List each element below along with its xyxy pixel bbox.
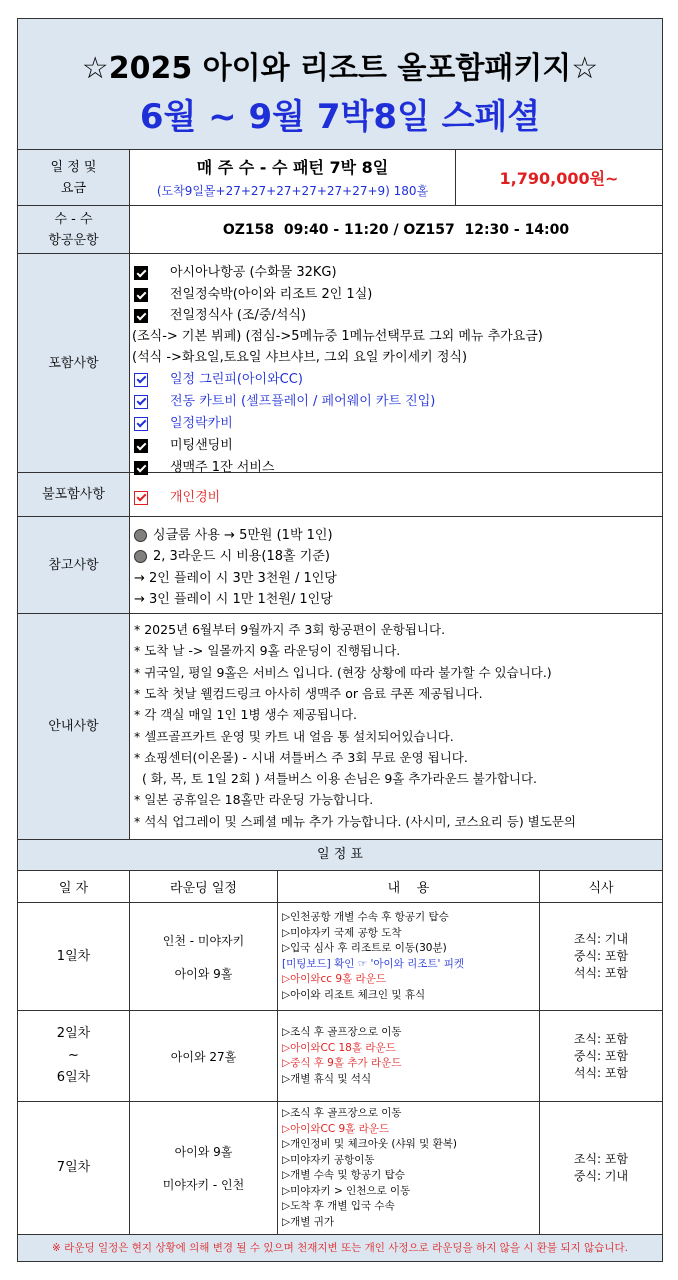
included-item: 미팅샌딩비 bbox=[134, 434, 233, 453]
checkbox-icon bbox=[134, 417, 148, 431]
meal-cell: 조식: 포함 중식: 포함 석식: 포함 bbox=[573, 1031, 629, 1080]
note-line-2: 2, 3라운드 시 비용(18홀 기준) bbox=[134, 545, 330, 564]
checkbox-icon bbox=[134, 373, 148, 387]
excluded-label: 불포함사항 bbox=[18, 473, 130, 516]
list-item: ▷미야자키 국제 공항 도착 bbox=[282, 926, 402, 939]
guide-line: * 도착 첫날 웰컴드링크 아사히 생맥주 or 음료 쿠폰 제공됩니다. bbox=[134, 685, 483, 701]
guide-line: * 쇼핑센터(이온몰) - 시내 셔틀버스 주 3회 무료 운영 됩니다. bbox=[134, 749, 468, 765]
price: 1,790,000원~ bbox=[499, 169, 619, 188]
schedule-price-label: 일 정 및 요금 bbox=[18, 150, 130, 205]
col-content: 내 용 bbox=[278, 871, 540, 902]
round-cell: 아이와 27홀 bbox=[130, 1011, 278, 1101]
excluded-row bbox=[18, 473, 662, 517]
flight-row bbox=[18, 206, 662, 254]
round-cell: 아이와 9홀 미야자키 - 인천 bbox=[130, 1102, 278, 1234]
bullet-circle-icon bbox=[134, 529, 147, 542]
guide-line: * 일본 공휴일은 18홀만 라운딩 가능합니다. bbox=[134, 792, 374, 808]
note-line-3: → 2인 플레이 시 3만 3천원 / 1인당 bbox=[134, 571, 337, 586]
itinerary-columns bbox=[18, 871, 662, 903]
table-row bbox=[18, 1102, 662, 1235]
schedule-sub: (도착9일몰+27+27+27+27+27+27+9) 180홀 bbox=[156, 184, 429, 198]
checkbox-icon bbox=[134, 491, 148, 505]
col-day: 일 자 bbox=[18, 871, 130, 902]
price-cell bbox=[456, 150, 662, 205]
content-cell bbox=[278, 1011, 540, 1101]
included-item: 전일정숙박(아이와 리조트 2인 1실) bbox=[134, 283, 372, 302]
included-item: 아시아나항공 (수화물 32KG) bbox=[134, 261, 337, 280]
included-row bbox=[18, 254, 662, 473]
guide-row bbox=[18, 614, 662, 840]
list-item: ▷미야자키 공항이동 bbox=[282, 1153, 375, 1166]
list-item: ▷개별 귀가 bbox=[282, 1215, 334, 1228]
day-cell: 2일차 ~ 6일차 bbox=[18, 1011, 130, 1101]
list-item: ▷입국 심사 후 리조트로 이동(30분) bbox=[282, 942, 447, 954]
guide-line: * 귀국일, 평일 9홀은 서비스 입니다. (현장 상황에 따라 불가할 수 있습니다.) bbox=[134, 664, 552, 680]
day-cell: 1일차 bbox=[18, 903, 130, 1010]
bullet-circle-icon bbox=[134, 550, 147, 563]
list-item: ▷개별 휴식 및 석식 bbox=[282, 1072, 372, 1085]
list-item: [미팅보드] 확인 ☞ '아이와 리조트' 피켓 bbox=[282, 957, 465, 970]
col-meal: 식사 bbox=[588, 881, 614, 896]
itinerary-header: 일 정 표 bbox=[18, 840, 662, 871]
guide-line: ( 화, 목, 토 1일 2회 ) 셔틀버스 이용 손님은 9홀 추가라운드 불가합니다. bbox=[134, 771, 538, 787]
list-item: ▷개인정비 및 체크아웃 (샤워 및 환복) bbox=[282, 1138, 457, 1150]
included-item: (석식 ->화요일,토요일 샤브샤브, 그외 요일 카이세키 정식) bbox=[132, 350, 468, 365]
list-item: ▷중식 후 9홀 추가 라운드 bbox=[282, 1057, 402, 1069]
list-item: ▷아이와cc 9홀 라운드 bbox=[282, 973, 386, 985]
round-cell: 인천 - 미야자키 아이와 9홀 bbox=[130, 903, 278, 1010]
schedule-main: 매 주 수 - 수 패턴 7박 8일 bbox=[196, 158, 389, 177]
day-cell: 7일차 bbox=[18, 1102, 130, 1234]
footer-note: ※ 라운딩 일정은 현지 상황에 의해 변경 될 수 있으며 천재지변 또는 개인 사정으로 라운딩을 하지 않을 시 환불 되지 않습니다. bbox=[18, 1235, 662, 1261]
list-item: ▷인천공항 개별 수속 후 항공기 탑승 bbox=[282, 911, 449, 923]
note-line-4: → 3인 플레이 시 1만 1천원/ 1인당 bbox=[134, 592, 333, 607]
schedule-cell bbox=[130, 150, 456, 205]
included-label: 포함사항 bbox=[18, 254, 130, 472]
checkbox-icon bbox=[134, 309, 148, 323]
list-item: ▷아이와CC 18홀 라운드 bbox=[282, 1041, 396, 1054]
title-main: ☆2025 아이와 리조트 올포함패키지☆ bbox=[81, 51, 599, 86]
included-item: 전동 카트비 (셀프플레이 / 페어웨이 카트 진입) bbox=[134, 390, 435, 409]
package-sheet bbox=[17, 18, 663, 1262]
checkbox-icon bbox=[134, 288, 148, 302]
meal-cell: 조식: 포함 중식: 기내 bbox=[573, 1152, 629, 1183]
flight-times: OZ158 09:40 - 11:20 / OZ157 12:30 - 14:00 bbox=[222, 221, 570, 238]
title-banner bbox=[18, 19, 662, 150]
guide-line: * 각 객실 매일 1인 1병 생수 제공됩니다. bbox=[134, 707, 357, 723]
checkbox-icon bbox=[134, 266, 148, 280]
list-item: ▷미야자키 > 인천으로 이동 bbox=[282, 1184, 411, 1197]
included-item: 생맥주 1잔 서비스 bbox=[134, 456, 274, 475]
included-item: 전일정식사 (조/중/석식) bbox=[134, 304, 306, 323]
included-item: (조식-> 기본 뷔페) (점심->5메뉴중 1메뉴선택무료 그외 메뉴 추가요금) bbox=[132, 329, 543, 344]
excluded-item: 개인경비 bbox=[134, 486, 220, 505]
included-item: 일정락카비 bbox=[134, 412, 233, 431]
table-row bbox=[18, 903, 662, 1011]
schedule-price-row bbox=[18, 150, 662, 206]
included-item: 일정 그린피(아이와CC) bbox=[134, 368, 303, 387]
flight-label: 수 - 수 항공운항 bbox=[18, 206, 130, 253]
guide-line: * 석식 업그레이 및 스페셜 메뉴 추가 가능합니다. (사시미, 코스요리 등) 별도문의 bbox=[134, 813, 576, 829]
notes-label: 참고사항 bbox=[18, 517, 130, 613]
table-row bbox=[18, 1011, 662, 1102]
guide-line: * 셀프골프카트 운영 및 카트 내 얼음 통 설치되어있습니다. bbox=[134, 728, 454, 744]
meal-cell: 조식: 기내 중식: 포함 석식: 포함 bbox=[573, 932, 629, 980]
list-item: ▷조식 후 골프장으로 이동 bbox=[282, 1107, 402, 1119]
content-cell bbox=[278, 1102, 540, 1234]
guide-label: 안내사항 bbox=[18, 614, 130, 839]
content-cell bbox=[278, 903, 540, 1010]
list-item: ▷도착 후 개별 입국 수속 bbox=[282, 1200, 395, 1212]
list-item: ▷아이와 리조트 체크인 및 휴식 bbox=[282, 988, 426, 1001]
guide-line: * 2025년 6월부터 9월까지 주 3회 항공편이 운항됩니다. bbox=[134, 622, 446, 637]
checkbox-icon bbox=[134, 395, 148, 409]
notes-row bbox=[18, 517, 662, 614]
note-line-1: 싱글룸 사용 → 5만원 (1박 1인) bbox=[134, 524, 333, 543]
col-round: 라운딩 일정 bbox=[130, 871, 278, 902]
guide-line: * 도착 날 -> 일몰까지 9홀 라운딩이 진행됩니다. bbox=[134, 643, 401, 659]
flight-cell bbox=[130, 206, 662, 253]
checkbox-icon bbox=[134, 439, 148, 453]
title-sub: 6월 ~ 9월 7박8일 스페셜 bbox=[139, 97, 541, 137]
list-item: ▷개별 수속 및 항공기 탑승 bbox=[282, 1169, 405, 1181]
list-item: ▷아이와CC 9홀 라운드 bbox=[282, 1122, 390, 1135]
list-item: ▷조식 후 골프장으로 이동 bbox=[282, 1026, 402, 1038]
